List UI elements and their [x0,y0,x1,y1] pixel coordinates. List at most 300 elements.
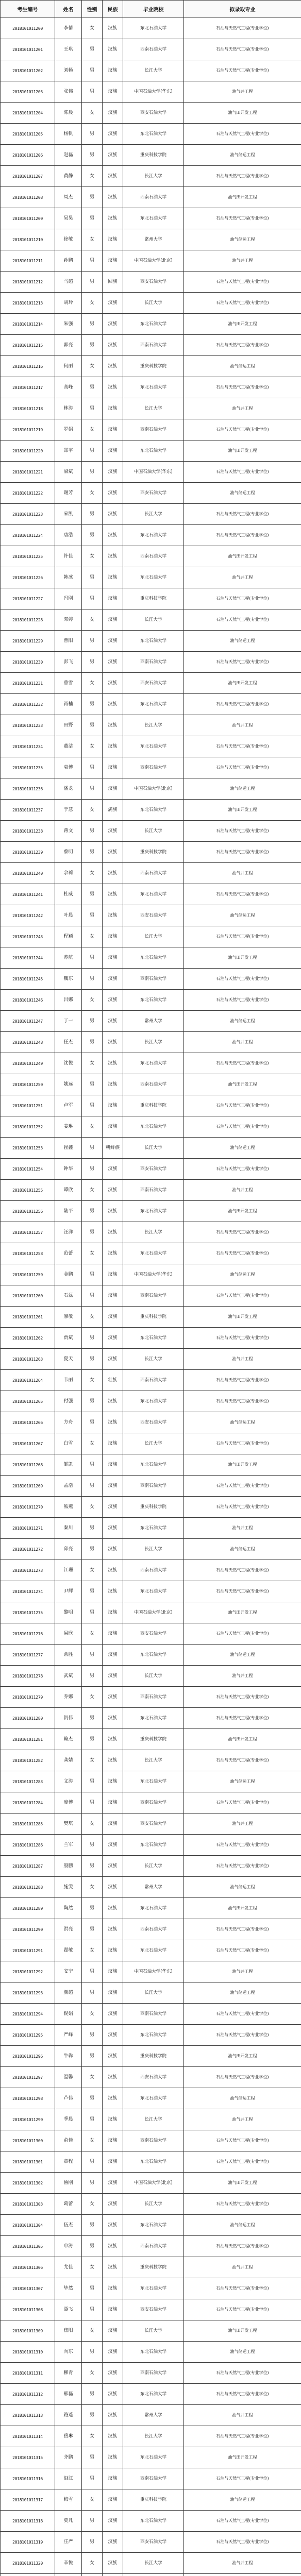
cell-candidate-id: 2018101011203 [1,81,55,103]
cell-name: 贺伟 [55,1708,82,1729]
cell-major: 石油与天然气工程(专业学位) [184,2363,301,2384]
cell-gender: 男 [82,2447,103,2468]
cell-candidate-id: 2018101011315 [1,2447,55,2468]
cell-name: 廖敏 [55,1307,82,1328]
cell-ethnicity: 汉族 [103,2511,123,2532]
cell-gender: 女 [82,2257,103,2278]
cell-name: 田野 [55,715,82,736]
cell-school: 西安石油大学 [123,2532,184,2553]
cell-candidate-id: 2018101011277 [1,1645,55,1666]
cell-ethnicity: 汉族 [103,2194,123,2215]
table-row [1,1518,301,1539]
table-row [1,947,301,969]
cell-gender: 男 [82,715,103,736]
cell-gender: 女 [82,1307,103,1328]
cell-ethnicity: 汉族 [103,2447,123,2468]
cell-gender: 男 [82,1602,103,1623]
cell-school: 重庆科技学院 [123,1729,184,1750]
cell-major: 油气井工程 [184,1032,301,1053]
cell-school: 东北石油大学 [123,1053,184,1074]
cell-name: 黎明 [55,1602,82,1623]
cell-name: 秦川 [55,1518,82,1539]
cell-school: 东北石油大学 [123,1116,184,1138]
cell-name: 倪娟 [55,2004,82,2025]
cell-candidate-id: 2018101011202 [1,60,55,81]
cell-school: 西南石油大学 [123,1074,184,1095]
cell-ethnicity: 汉族 [103,1011,123,1032]
cell-school: 长江大学 [123,821,184,842]
cell-name: 姚远 [55,1074,82,1095]
cell-candidate-id: 2018101011271 [1,1518,55,1539]
cell-school: 长江大学 [123,1856,184,1877]
cell-gender: 女 [82,673,103,694]
cell-school: 东北石油大学 [123,18,184,39]
table-row [1,1856,301,1877]
cell-name: 胡玲 [55,293,82,314]
cell-gender: 女 [82,1687,103,1708]
cell-name: 冯刚 [55,588,82,609]
cell-gender: 女 [82,2320,103,2342]
cell-school: 东北石油大学 [123,1328,184,1349]
cell-major: 油气井工程 [184,2257,301,2278]
table-row [1,2109,301,2130]
cell-name: 谢芳 [55,483,82,504]
cell-candidate-id: 2018101011244 [1,947,55,969]
cell-gender: 男 [82,1138,103,1159]
cell-name: 何丽 [55,356,82,377]
cell-school: 重庆科技学院 [123,2257,184,2278]
cell-candidate-id: 2018101011206 [1,145,55,166]
cell-gender: 男 [82,631,103,652]
cell-major: 石油与天然气工程(专业学位) [184,1708,301,1729]
cell-major: 油气井工程 [184,567,301,588]
cell-school: 东北石油大学 [123,2088,184,2109]
cell-school: 中国石油大学(华东) [123,462,184,483]
table-row [1,1180,301,1201]
cell-school: 长江大学 [123,1982,184,2004]
cell-candidate-id: 2018101011230 [1,652,55,673]
table-row [1,1645,301,1666]
cell-name: 岳琳 [55,2426,82,2447]
cell-ethnicity: 汉族 [103,778,123,800]
cell-candidate-id: 2018101011280 [1,1708,55,1729]
cell-school: 东北石油大学 [123,2151,184,2173]
cell-ethnicity: 汉族 [103,1961,123,1982]
cell-candidate-id: 2018101011226 [1,567,55,588]
cell-major: 石油与天然气工程(专业学位) [184,2236,301,2257]
cell-school: 西安石油大学 [123,1159,184,1180]
cell-major: 石油与天然气工程(专业学位) [184,1581,301,1602]
table-row [1,2257,301,2278]
cell-candidate-id: 2018101011299 [1,2109,55,2130]
cell-ethnicity: 汉族 [103,947,123,969]
cell-name: 刘畅 [55,60,82,81]
cell-name: 韩冰 [55,567,82,588]
cell-major: 石油与天然气工程(专业学位) [184,2511,301,2532]
cell-ethnicity: 汉族 [103,990,123,1011]
cell-gender: 男 [82,2299,103,2320]
cell-ethnicity: 汉族 [103,2257,123,2278]
cell-school: 东北石油大学 [123,1391,184,1412]
cell-school: 东北石油大学 [123,884,184,905]
cell-gender [82,2574,103,2576]
cell-candidate-id: 2018101011237 [1,800,55,821]
cell-candidate-id: 2018101011246 [1,990,55,1011]
cell-candidate-id: 2018101011313 [1,2405,55,2426]
cell-name: 于慧 [55,800,82,821]
cell-ethnicity: 汉族 [103,1497,123,1518]
cell-school: 长江大学 [123,2320,184,2342]
cell-ethnicity: 汉族 [103,2046,123,2067]
table-row [1,1750,301,1771]
cell-school: 西南石油大学 [123,1792,184,1814]
table-row [1,1602,301,1623]
cell-ethnicity: 汉族 [103,2067,123,2088]
cell-candidate-id: 2018101011249 [1,1053,55,1074]
table-row [1,567,301,588]
cell-gender: 男 [82,1645,103,1666]
cell-name: 吕娜 [55,990,82,1011]
table-row [1,2405,301,2426]
cell-major: 油气井工程 [184,81,301,103]
cell-ethnicity: 汉族 [103,1771,123,1792]
cell-name: 李倩 [55,18,82,39]
cell-gender: 男 [82,2151,103,2173]
cell-name: 任杰 [55,1032,82,1053]
cell-ethnicity: 汉族 [103,1095,123,1116]
cell-major: 石油与天然气工程(专业学位) [184,1328,301,1349]
cell-school: 东北石油大学 [123,1645,184,1666]
cell-ethnicity: 汉族 [103,1877,123,1898]
cell-school: 重庆科技学院 [123,1307,184,1328]
cell-school: 东北石油大学 [123,567,184,588]
cell-major: 油气储运工程 [184,1539,301,1560]
cell-name: 殷鹏 [55,1856,82,1877]
cell-ethnicity: 汉族 [103,1074,123,1095]
table-row [1,2426,301,2447]
cell-major: 石油与天然气工程(专业学位) [184,335,301,356]
table-row [1,905,301,926]
cell-gender: 女 [82,800,103,821]
cell-candidate-id: 2018101011300 [1,2130,55,2151]
cell-candidate-id: 2018101011302 [1,2173,55,2194]
cell-name: 梅雪 [55,2489,82,2511]
cell-candidate-id: 2018101011281 [1,1729,55,1750]
cell-gender: 男 [82,462,103,483]
cell-name: 龚婧 [55,1750,82,1771]
cell-gender: 男 [82,504,103,525]
cell-candidate-id: 2018101011247 [1,1011,55,1032]
table-row [1,166,301,187]
cell-school: 西南石油大学 [123,1180,184,1201]
cell-school: 长江大学 [123,1032,184,1053]
cell-candidate-id: 2018101011260 [1,1285,55,1307]
cell-name: 沈悦 [55,1053,82,1074]
cell-school: 西南石油大学 [123,757,184,778]
table-row [1,2363,301,2384]
cell-name: 方舟 [55,1412,82,1433]
cell-major: 油气储运工程 [184,229,301,250]
cell-ethnicity: 汉族 [103,1982,123,2004]
cell-name: 姜琳 [55,1116,82,1138]
cell-name: 郭亮 [55,335,82,356]
cell-ethnicity: 汉族 [103,1201,123,1222]
table-row [1,736,301,757]
cell-gender: 女 [82,546,103,567]
cell-major: 油气井工程 [184,1180,301,1201]
cell-major: 油气储运工程 [184,2215,301,2236]
cell-name: 毕然 [55,2278,82,2299]
cell-major: 石油与天然气工程(专业学位) [184,990,301,1011]
cell-name: 范蕾 [55,1243,82,1264]
cell-name: 柳青 [55,2363,82,2384]
table-row [1,1138,301,1159]
cell-candidate-id: 2018101011286 [1,1835,55,1856]
cell-gender: 男 [82,1391,103,1412]
cell-candidate-id: 2018101011279 [1,1687,55,1708]
cell-candidate-id: 2018101011250 [1,1074,55,1095]
table-row [1,1560,301,1581]
table-row [1,335,301,356]
cell-ethnicity: 汉族 [103,377,123,398]
cell-candidate-id: 2018101011215 [1,335,55,356]
cell-major: 石油与天然气工程(专业学位) [184,1433,301,1454]
cell-candidate-id: 2018101011227 [1,588,55,609]
cell-candidate-id: 2018101011217 [1,377,55,398]
cell-name: 蒋文 [55,821,82,842]
cell-school: 西南石油大学 [123,546,184,567]
cell-major: 石油与天然气工程(专业学位) [184,462,301,483]
cell-ethnicity: 汉族 [103,694,123,715]
table-row [1,81,301,103]
cell-name: 谭欣 [55,1180,82,1201]
cell-candidate-id: 2018101011216 [1,356,55,377]
cell-school: 东北石油大学 [123,1518,184,1539]
cell-candidate-id: 2018101011205 [1,124,55,145]
cell-ethnicity: 汉族 [103,124,123,145]
cell-gender: 男 [82,398,103,419]
cell-gender: 男 [82,145,103,166]
header-school: 毕业院校 [123,1,184,18]
cell-major: 石油与天然气工程(专业学位) [184,1750,301,1771]
cell-ethnicity: 汉族 [103,969,123,990]
cell-gender: 女 [82,419,103,440]
cell-gender: 男 [82,1771,103,1792]
cell-candidate-id: 2018101011259 [1,1264,55,1285]
cell-school: 长江大学 [123,2426,184,2447]
cell-major: 油气储运工程 [184,145,301,166]
cell-school: 常州大学 [123,1877,184,1898]
cell-gender: 男 [82,1539,103,1560]
cell-major: 油气井工程 [184,715,301,736]
cell-ethnicity: 汉族 [103,631,123,652]
cell-ethnicity: 汉族 [103,1581,123,1602]
cell-gender: 男 [82,905,103,926]
cell-school: 东北石油大学 [123,990,184,1011]
cell-name: 贾斌 [55,1328,82,1349]
cell-gender: 男 [82,567,103,588]
cell-candidate-id: 2018101011209 [1,208,55,229]
cell-school: 中国石油大学(北京) [123,1602,184,1623]
cell-gender: 男 [82,81,103,103]
table-row [1,778,301,800]
cell-ethnicity: 汉族 [103,2384,123,2405]
cell-major: 油气田开发工程 [184,1454,301,1476]
table-row [1,2004,301,2025]
cell-gender: 女 [82,103,103,124]
cell-major: 石油与天然气工程(专业学位) [184,18,301,39]
table-row [1,314,301,335]
table-row [1,419,301,440]
table-row [1,1095,301,1116]
cell-candidate-id: 2018101011307 [1,2278,55,2299]
table-row [1,18,301,39]
table-row [1,1835,301,1856]
cell-major: 油气井工程 [184,863,301,884]
table-row [1,673,301,694]
cell-candidate-id: 2018101011221 [1,462,55,483]
cell-gender: 女 [82,2426,103,2447]
cell-major: 石油与天然气工程(专业学位) [184,525,301,546]
cell-ethnicity: 汉族 [103,1180,123,1201]
table-row [1,398,301,419]
cell-name: 魏东 [55,969,82,990]
cell-major: 石油与天然气工程(专业学位) [184,1687,301,1708]
cell-ethnicity: 汉族 [103,1285,123,1307]
table-row [1,293,301,314]
cell-ethnicity: 汉族 [103,250,123,272]
cell-major: 油气井工程 [184,1814,301,1835]
table-row [1,2468,301,2489]
cell-ethnicity: 汉族 [103,1412,123,1433]
cell-name: 卢军 [55,1095,82,1116]
cell-major: 油气储运工程 [184,2342,301,2363]
cell-name: 肖楠 [55,694,82,715]
cell-ethnicity: 汉族 [103,2426,123,2447]
table-row [1,546,301,567]
cell-candidate-id: 2018101011231 [1,673,55,694]
cell-gender: 男 [82,1518,103,1539]
table-row [1,462,301,483]
cell-gender: 女 [82,2067,103,2088]
cell-school: 中国石油大学(北京) [123,2173,184,2194]
cell-school: 长江大学 [123,1539,184,1560]
cell-school: 中国石油大学(华东) [123,81,184,103]
cell-gender: 女 [82,2130,103,2151]
table-row [1,504,301,525]
cell-ethnicity: 汉族 [103,2151,123,2173]
cell-name: 章程 [55,2151,82,2173]
table-row [1,1243,301,1264]
cell-major: 石油与天然气工程(专业学位) [184,2532,301,2553]
cell-name: 江珊 [55,1560,82,1581]
cell-candidate-id: 2018101011296 [1,2046,55,2067]
header-row [1,1,301,18]
cell-gender: 女 [82,229,103,250]
cell-name: 王琪 [55,39,82,60]
cell-gender: 男 [82,208,103,229]
cell-gender: 男 [82,2384,103,2405]
cell-school: 东北石油大学 [123,2215,184,2236]
cell-gender: 男 [82,1982,103,2004]
cell-name: 高峰 [55,377,82,398]
cell-school: 东北石油大学 [123,124,184,145]
cell-gender: 男 [82,525,103,546]
cell-major: 石油与天然气工程(专业学位) [184,2067,301,2088]
cell-ethnicity: 汉族 [103,926,123,947]
cell-school: 东北石油大学 [123,377,184,398]
table-row [1,1391,301,1412]
table-row [1,969,301,990]
cell-ethnicity: 汉族 [103,1264,123,1285]
cell-name: 孙鹏 [55,250,82,272]
cell-candidate-id: 2018101011316 [1,2468,55,2489]
cell-gender: 男 [82,1328,103,1349]
cell-candidate-id: 2018101011278 [1,1666,55,1687]
cell-school: 长江大学 [123,60,184,81]
cell-major: 油气井工程 [184,1666,301,1687]
cell-school: 重庆科技学院 [123,1497,184,1518]
cell-ethnicity: 汉族 [103,504,123,525]
cell-major: 石油与天然气工程(专业学位) [184,504,301,525]
table-row [1,2215,301,2236]
table-row [1,250,301,272]
cell-ethnicity: 汉族 [103,1666,123,1687]
table-row [1,1982,301,2004]
cell-name: 文涛 [55,1771,82,1792]
cell-school: 西安石油大学 [123,1412,184,1433]
table-row [1,1792,301,1814]
cell-candidate-id: 2018101011219 [1,419,55,440]
cell-gender: 女 [82,1116,103,1138]
cell-name: 孟浩 [55,1476,82,1497]
cell-name: 焦阳 [55,2320,82,2342]
cell-school: 长江大学 [123,398,184,419]
cell-gender: 男 [82,1222,103,1243]
cell-school: 东北石油大学 [123,208,184,229]
cell-school: 西安石油大学 [123,905,184,926]
table-row [1,1476,301,1497]
table-row [1,1222,301,1243]
cell-candidate-id: 2018101011312 [1,2384,55,2405]
cell-school: 西南石油大学 [123,2236,184,2257]
cell-name: 申涛 [55,2236,82,2257]
cell-school: 东北石油大学 [123,1243,184,1264]
cell-ethnicity: 汉族 [103,905,123,926]
cell-school: 东北石油大学 [123,1835,184,1856]
cell-gender: 女 [82,1243,103,1264]
cell-gender: 男 [82,1412,103,1433]
cell-candidate-id: 2018101011257 [1,1222,55,1243]
cell-gender: 男 [82,1095,103,1116]
cell-major: 石油与天然气工程(专业学位) [184,2130,301,2151]
cell-candidate-id: 2018101011311 [1,2363,55,2384]
cell-name: 邱亮 [55,1539,82,1560]
cell-gender: 女 [82,293,103,314]
cell-ethnicity: 满族 [103,800,123,821]
cell-school: 西南石油大学 [123,969,184,990]
cell-major: 油气井工程 [184,1961,301,1982]
cell-ethnicity: 汉族 [103,673,123,694]
table-row [1,1497,301,1518]
cell-ethnicity: 汉族 [103,821,123,842]
table-row [1,1454,301,1476]
cell-ethnicity: 汉族 [103,1159,123,1180]
cell-school: 西南石油大学 [123,187,184,208]
cell-major: 石油与天然气工程(专业学位) [184,1919,301,1940]
cell-gender: 男 [82,842,103,863]
cell-school: 长江大学 [123,2109,184,2130]
